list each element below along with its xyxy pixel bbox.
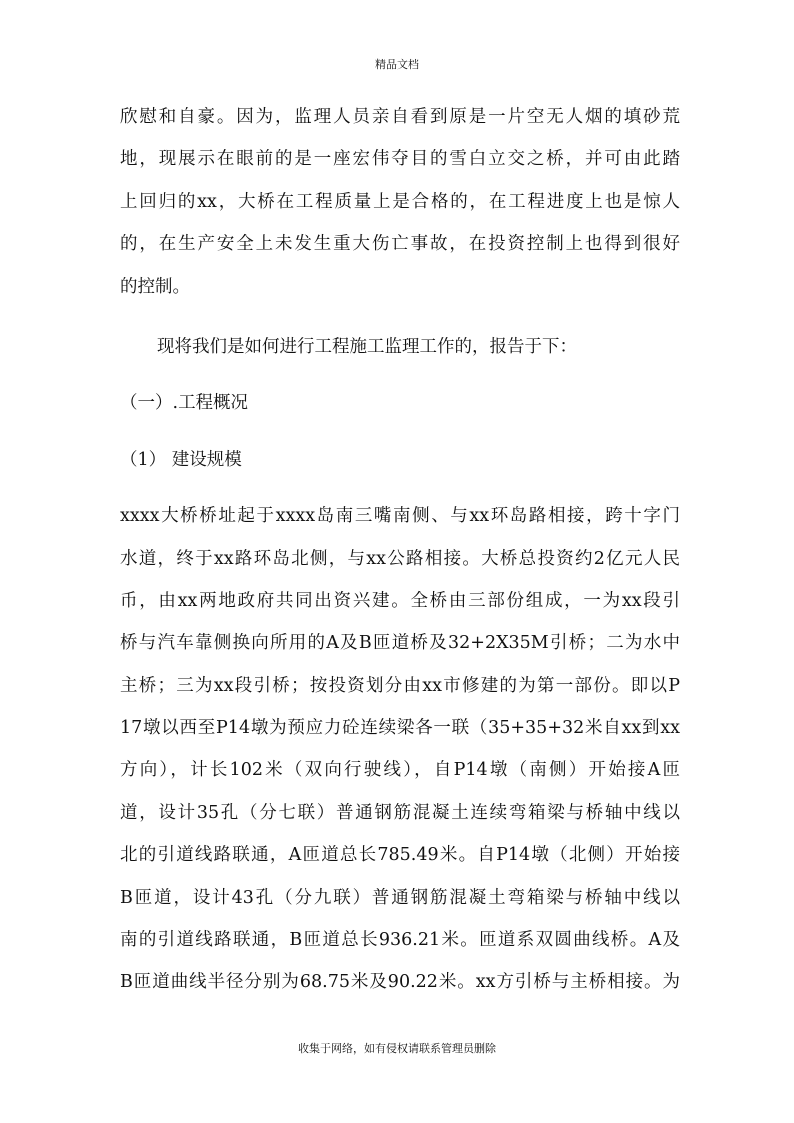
text-line: xxxx大桥桥址起于xxxx岛南三嘴南侧、与xx环岛路相接，跨十字门 [120, 506, 680, 527]
text-line: 17墩以西至P14墩为预应力砼连续梁各一联（35+35+32米自xx到xx [120, 718, 680, 739]
page-header: 精品文档 [375, 58, 419, 71]
text-line: B匝道曲线半径分别为68.75米及90.22米。xx方引桥与主桥相接。为 [120, 972, 680, 993]
subsection-heading: （1） 建设规模 [120, 449, 242, 470]
text-line: 南的引道线路联通，B匝道总长936.21米。匝道系双圆曲线桥。A及 [120, 930, 680, 951]
text-line: 主桥；三为xx段引桥；按投资划分由xx市修建的为第一部份。即以P [120, 675, 680, 696]
text-line: 道，设计35孔（分七联）普通钢筋混凝土连续弯箱梁与桥轴中线以 [120, 802, 680, 823]
text-line: 北的引道线路联通，A匝道总长785.49米。自P14墩（北侧）开始接 [120, 845, 680, 866]
text-line: 方向），计长102米（双向行驶线），自P14墩（南侧）开始接A匝 [120, 760, 680, 781]
text-line: 的控制。 [120, 276, 190, 297]
section-heading: （一）.工程概况 [120, 393, 249, 414]
document-body [120, 96, 680, 1004]
text-line: 欣慰和自豪。因为，监理人员亲自看到原是一片空无人烟的填砂荒 [120, 107, 680, 127]
text-line: 桥与汽车靠侧换向所用的A及B匝道桥及32+2X35M引桥；二为水中 [120, 633, 680, 654]
text-line: 水道，终于xx路环岛北侧，与xx公路相接。大桥总投资约2亿元人民 [120, 548, 680, 569]
paragraph-report-intro: 现将我们是如何进行工程施工监理工作的，报告于下： [157, 336, 577, 357]
paragraph-intro [120, 96, 680, 308]
text-line: 币，由xx两地政府共同出资兴建。全桥由三部份组成，一为xx段引 [120, 590, 680, 611]
text-line: 上回归的xx，大桥在工程质量上是合格的，在工程进度上也是惊人 [120, 191, 680, 212]
page-footer: 收集于网络，如有侵权请联系管理员删除 [298, 1042, 496, 1055]
paragraph-construction-scale [120, 495, 680, 1004]
text-line: 的，在生产安全上未发生重大伤亡事故，在投资控制上也得到很好 [120, 234, 680, 255]
text-line: 地，现展示在眼前的是一座宏伟夺目的雪白立交之桥，并可由此踏 [120, 149, 680, 170]
text-line: B匝道，设计43孔（分九联）普通钢筋混凝土弯箱梁与桥轴中线以 [120, 887, 680, 908]
